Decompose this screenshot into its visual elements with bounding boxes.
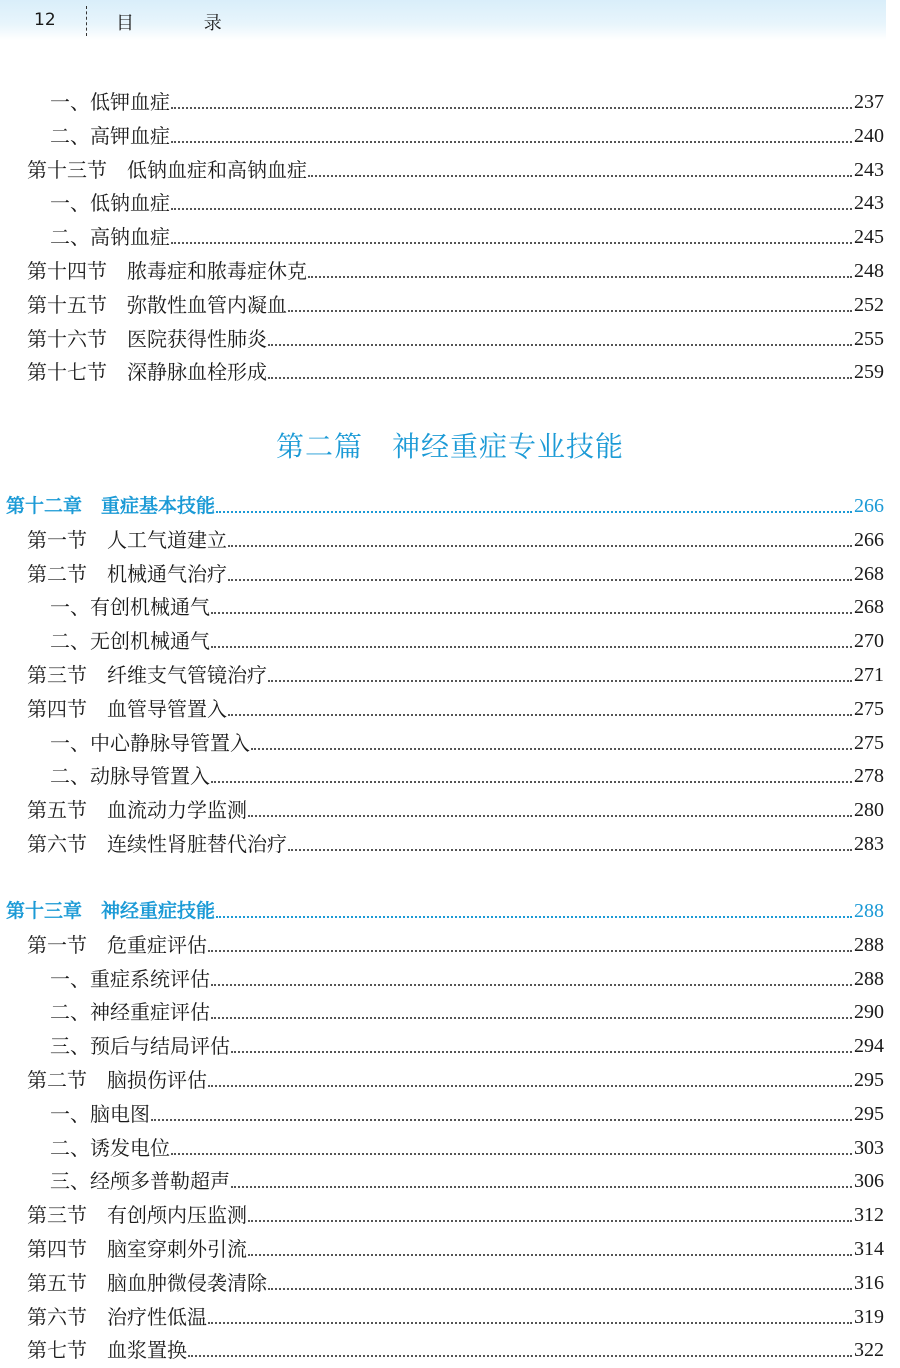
toc-leader-dots (211, 600, 852, 614)
toc-section-row[interactable] (27, 560, 884, 588)
toc-page-number: 237 (854, 91, 884, 113)
toc-page-number: 290 (854, 1001, 884, 1023)
toc-label: 二、无创机械通气 (50, 629, 210, 653)
toc-page-number: 270 (854, 630, 884, 652)
toc-section-row[interactable] (27, 695, 884, 723)
toc-leader-dots (151, 1107, 852, 1121)
toc-leader-dots (268, 332, 852, 346)
toc-page-number: 240 (854, 125, 884, 147)
toc-page-number: 248 (854, 260, 884, 282)
toc-label: 第三节 有创颅内压监测 (27, 1203, 247, 1227)
toc-leader-dots (228, 567, 852, 581)
toc-label: 一、低钠血症 (50, 191, 170, 215)
toc-leader-dots (188, 1343, 852, 1357)
toc-label: 一、低钾血症 (50, 90, 170, 114)
toc-label: 第一节 危重症评估 (27, 933, 207, 957)
toc-label: 二、神经重症评估 (50, 1000, 210, 1024)
toc-page-number: 259 (854, 361, 884, 383)
toc-page-number: 288 (854, 900, 884, 922)
toc-section-row[interactable] (27, 1066, 884, 1094)
toc-item-row[interactable] (50, 1100, 884, 1128)
toc-section-row[interactable] (27, 1269, 884, 1297)
toc-label: 第十三节 低钠血症和高钠血症 (27, 158, 307, 182)
toc-section-row[interactable] (27, 526, 884, 554)
toc-page-number: 278 (854, 765, 884, 787)
toc-item-row[interactable] (50, 1167, 884, 1195)
toc-leader-dots (228, 702, 852, 716)
toc-leader-dots (211, 972, 852, 986)
running-header (0, 0, 886, 40)
toc-page-number: 268 (854, 596, 884, 618)
toc-item-row[interactable] (50, 762, 884, 790)
toc-page-number: 275 (854, 732, 884, 754)
toc-label: 第二节 机械通气治疗 (27, 562, 227, 586)
toc-page-number: 245 (854, 226, 884, 248)
toc-chapter-row[interactable] (6, 897, 884, 925)
toc-label: 三、经颅多普勒超声 (50, 1169, 230, 1193)
toc-leader-dots (231, 1039, 852, 1053)
toc-leader-dots (211, 634, 852, 648)
toc-leader-dots (211, 769, 852, 783)
toc-leader-dots (171, 95, 852, 109)
toc-page-number: 268 (854, 563, 884, 585)
toc-label: 第十四节 脓毒症和脓毒症休克 (27, 259, 307, 283)
toc-leader-dots (248, 803, 852, 817)
toc-leader-dots (231, 1174, 852, 1188)
toc-label: 第十五节 弥散性血管内凝血 (27, 293, 287, 317)
toc-label: 第七节 血浆置换 (27, 1338, 187, 1362)
toc-section-row[interactable] (27, 1303, 884, 1331)
toc-section-row[interactable] (27, 1235, 884, 1263)
toc-leader-dots (171, 196, 852, 210)
toc-page-number: 252 (854, 294, 884, 316)
toc-label: 第十二章 重症基本技能 (6, 495, 216, 517)
toc-leader-dots (171, 230, 852, 244)
toc-item-row[interactable] (50, 729, 884, 757)
toc-page-number: 306 (854, 1170, 884, 1192)
toc-label: 二、诱发电位 (50, 1136, 170, 1160)
toc-item-row[interactable] (50, 88, 884, 116)
toc-leader-dots (216, 904, 852, 918)
toc-label: 二、动脉导管置入 (50, 764, 210, 788)
toc-item-row[interactable] (50, 627, 884, 655)
toc-label: 第四节 脑室穿刺外引流 (27, 1237, 247, 1261)
toc-page-number: 316 (854, 1272, 884, 1294)
toc-section-row[interactable] (27, 830, 884, 858)
toc-item-row[interactable] (50, 998, 884, 1026)
toc-page-number: 243 (854, 192, 884, 214)
toc-label: 第五节 脑血肿微侵袭清除 (27, 1271, 267, 1295)
toc-label: 一、中心静脉导管置入 (50, 731, 250, 755)
toc-page-number: 243 (854, 159, 884, 181)
toc-label: 第二节 脑损伤评估 (27, 1068, 207, 1092)
toc-page-number: 283 (854, 833, 884, 855)
toc-page-number: 314 (854, 1238, 884, 1260)
toc-leader-dots (208, 938, 852, 952)
toc-label: 一、有创机械通气 (50, 595, 210, 619)
toc-leader-dots (248, 1208, 852, 1222)
toc-page-number: 295 (854, 1069, 884, 1091)
toc-label: 二、高钾血症 (50, 124, 170, 148)
header-divider (86, 6, 87, 36)
toc-label: 第六节 连续性肾脏替代治疗 (27, 832, 287, 856)
toc-item-row[interactable] (50, 122, 884, 150)
toc-leader-dots (208, 1073, 852, 1087)
toc-item-row[interactable] (50, 189, 884, 217)
toc-page-number: 288 (854, 934, 884, 956)
toc-label: 第十三章 神经重症技能 (6, 900, 216, 922)
toc-label: 第一节 人工气道建立 (27, 528, 227, 552)
toc-label: 第六节 治疗性低温 (27, 1305, 207, 1329)
toc-page-number: 319 (854, 1306, 884, 1328)
toc-page-number: 303 (854, 1137, 884, 1159)
toc-label: 二、高钠血症 (50, 225, 170, 249)
toc-page-number: 280 (854, 799, 884, 821)
toc-page-number: 288 (854, 968, 884, 990)
toc-leader-dots (251, 736, 852, 750)
toc-label: 第十七节 深静脉血栓形成 (27, 360, 267, 384)
toc-label: 第三节 纤维支气管镜治疗 (27, 663, 267, 687)
toc-leader-dots (268, 365, 852, 379)
toc-page-number: 271 (854, 664, 884, 686)
toc-label: 第十六节 医院获得性肺炎 (27, 327, 267, 351)
toc-leader-dots (211, 1005, 852, 1019)
toc-item-row[interactable] (50, 593, 884, 621)
part-title: 第二篇 神经重症专业技能 (275, 430, 624, 463)
toc-label: 一、重症系统评估 (50, 967, 210, 991)
header-title: 目 录 (116, 13, 254, 34)
toc-section-row[interactable] (27, 796, 884, 824)
toc-page-number: 266 (854, 529, 884, 551)
toc-item-row[interactable] (50, 223, 884, 251)
toc-page-number: 255 (854, 328, 884, 350)
toc-leader-dots (248, 1242, 852, 1256)
toc-section-row[interactable] (27, 325, 884, 353)
toc-leader-dots (228, 533, 852, 547)
toc-label: 三、预后与结局评估 (50, 1034, 230, 1058)
toc-section-row[interactable] (27, 661, 884, 689)
toc-page-number: 275 (854, 698, 884, 720)
toc-label: 一、脑电图 (50, 1102, 150, 1126)
toc-leader-dots (171, 1141, 852, 1155)
toc-page-number: 294 (854, 1035, 884, 1057)
toc-item-row[interactable] (50, 965, 884, 993)
toc-leader-dots (171, 129, 852, 143)
toc-section-row[interactable] (27, 1201, 884, 1229)
toc-leader-dots (216, 499, 852, 513)
toc-section-row[interactable] (27, 931, 884, 959)
toc-label: 第四节 血管导管置入 (27, 697, 227, 721)
toc-page-number: 312 (854, 1204, 884, 1226)
toc-chapter-row[interactable] (6, 492, 884, 520)
toc-leader-dots (268, 668, 852, 682)
toc-leader-dots (308, 163, 852, 177)
toc-page-number: 295 (854, 1103, 884, 1125)
toc-section-row[interactable] (27, 257, 884, 285)
toc-page-number: 322 (854, 1339, 884, 1361)
toc-section-row[interactable] (27, 156, 884, 184)
toc-label: 第五节 血流动力学监测 (27, 798, 247, 822)
toc-leader-dots (288, 298, 852, 312)
toc-item-row[interactable] (50, 1134, 884, 1162)
toc-section-row[interactable] (27, 1336, 884, 1364)
toc-item-row[interactable] (50, 1032, 884, 1060)
toc-leader-dots (208, 1310, 852, 1324)
toc-leader-dots (308, 264, 852, 278)
page-number: 12 (34, 10, 56, 30)
toc-section-row[interactable] (27, 291, 884, 319)
toc-leader-dots (288, 837, 852, 851)
toc-page-number: 266 (854, 495, 884, 517)
toc-leader-dots (268, 1276, 852, 1290)
toc-section-row[interactable] (27, 358, 884, 386)
